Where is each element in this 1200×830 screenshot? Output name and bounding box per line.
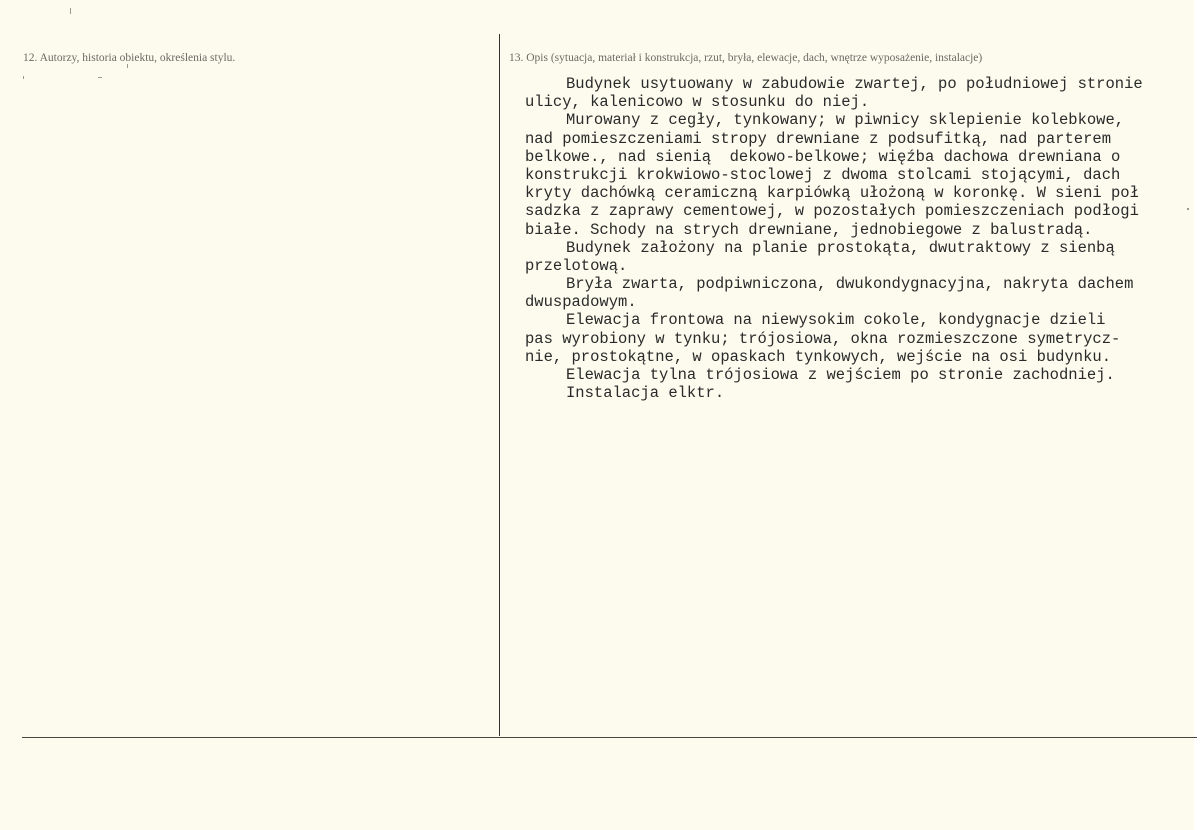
description-line: Murowany z cegły, tynkowany; w piwnicy sklepienie kolebkowe, bbox=[566, 111, 1125, 130]
section-13-heading: 13. Opis (sytuacja, materiał i konstrukcja, rzut, bryła, elewacje, dach, wnętrze wyposażenie, instalacje) bbox=[509, 52, 983, 64]
paper-speck bbox=[70, 8, 71, 14]
description-line: Budynek założony na planie prostokąta, dwutraktowy z sienbą bbox=[566, 238, 1115, 257]
description-line: ulicy, kalenicowo w stosunku do niej. bbox=[525, 93, 870, 112]
description-line: przelotową. bbox=[525, 256, 628, 275]
description-line: nad pomieszczeniami stropy drewniane z podsufitką, nad parterem bbox=[525, 129, 1111, 148]
section-13-description bbox=[525, 75, 1195, 402]
description-line: Instalacja elktr. bbox=[566, 384, 725, 403]
paper-speck bbox=[1187, 208, 1189, 210]
section-12-heading: 12. Autorzy, historia obiektu, określenia stylu. bbox=[23, 52, 236, 64]
bottom-rule bbox=[22, 737, 1197, 738]
description-line: Elewacja frontowa na niewysokim cokole, kondygnacje dzieli bbox=[566, 311, 1106, 330]
description-line: nie, prostokątne, w opaskach tynkowych, wejście na osi budynku. bbox=[525, 347, 1111, 366]
description-line: Budynek usytuowany w zabudowie zwartej, po południowej stronie bbox=[566, 75, 1143, 93]
description-line: dwuspadowym. bbox=[525, 293, 637, 312]
description-line: belkowe., nad sienią dekowo-belkowe; więźba dachowa drewniana o bbox=[525, 147, 1121, 166]
paper-speck bbox=[98, 77, 102, 78]
description-line: konstrukcji krokwiowo-stoclowej z dwoma stolcami stojącymi, dach bbox=[525, 165, 1121, 184]
description-line: białe. Schody na strych drewniane, jednobiegowe z balustradą. bbox=[525, 220, 1093, 239]
paper-speck bbox=[127, 64, 128, 68]
description-line: pas wyrobiony w tynku; trójosiowa, okna rozmieszczone symetrycz- bbox=[525, 329, 1121, 348]
description-line: sadzka z zaprawy cementowej, w pozostałych pomieszczeniach podłogi bbox=[525, 202, 1139, 221]
description-line: kryty dachówką ceramiczną karpiówką ułożoną w koronkę. W sieni poł bbox=[525, 184, 1139, 203]
paper-speck bbox=[23, 76, 24, 79]
description-line: Bryła zwarta, podpiwniczona, dwukondygnacyjna, nakryta dachem bbox=[566, 275, 1134, 294]
column-divider bbox=[499, 34, 500, 736]
description-line: Elewacja tylna trójosiowa z wejściem po stronie zachodniej. bbox=[566, 366, 1115, 384]
